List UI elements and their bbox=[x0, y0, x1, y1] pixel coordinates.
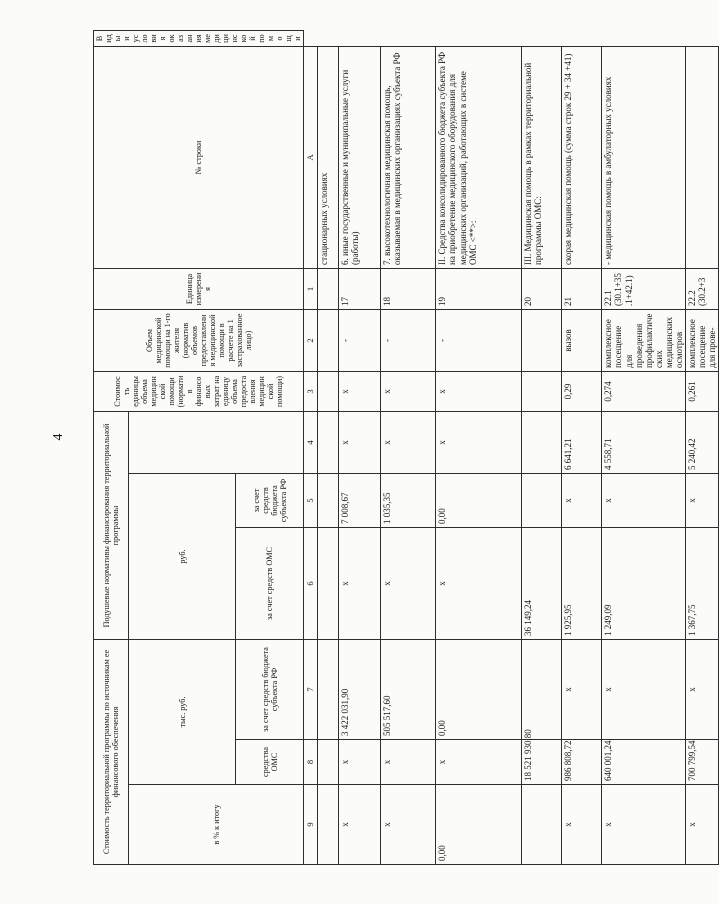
cell-kind: скорая медицинская помощь (сумма строк 29 + 34 +41) bbox=[562, 46, 602, 268]
index-cell: 6 bbox=[304, 528, 318, 640]
cell-unit: комплексное посещение для прове- bbox=[685, 309, 718, 371]
cell-pcn-budget: 0,00 bbox=[436, 474, 522, 528]
cell-unit-cost: x bbox=[436, 411, 522, 473]
index-cell: 1 bbox=[304, 268, 318, 309]
cell-pcn-budget bbox=[522, 474, 562, 528]
cell-line: 20 bbox=[522, 268, 562, 309]
table-row bbox=[339, 31, 381, 865]
cell-pcn-oms bbox=[318, 528, 339, 640]
cell-percent: x bbox=[339, 785, 381, 865]
cell-pcn-oms: x bbox=[436, 528, 522, 640]
index-cell: 4 bbox=[304, 411, 318, 473]
index-cell: А bbox=[304, 46, 318, 268]
cell-cost-budget: 0,00 bbox=[436, 640, 522, 740]
header-percent: в % к итогу bbox=[129, 785, 304, 865]
cell-cost-budget: x bbox=[685, 640, 718, 740]
cell-volume: x bbox=[381, 371, 436, 411]
table-row bbox=[562, 31, 602, 865]
cell-unit-cost: x bbox=[339, 411, 381, 473]
cell-cost-oms bbox=[318, 740, 339, 785]
cell-volume: 0,274 bbox=[602, 371, 686, 411]
index-cell: 9 bbox=[304, 785, 318, 865]
header-line-number: № строки bbox=[94, 46, 304, 268]
cell-line: 18 bbox=[381, 268, 436, 309]
cell-kind: стационарных условиях bbox=[318, 46, 339, 268]
header-volume: Объем медицинской помощи на 1-го жителя (норматив объемов предоставления медицинской помощи в расчете на 1 застрахованное лицо) bbox=[94, 309, 304, 371]
header-cost-budget: за счет средств бюджета субъекта РФ bbox=[236, 640, 304, 740]
table-row bbox=[685, 31, 718, 865]
table-row bbox=[436, 31, 522, 865]
cell-pcn-budget: 1 035,35 bbox=[381, 474, 436, 528]
header-thousand-rub: тыс. руб. bbox=[129, 640, 236, 785]
cell-pcn-budget: x bbox=[602, 474, 686, 528]
cell-cost-budget: x bbox=[602, 640, 686, 740]
header-kind: Виды и условия оказания медицинской помощи bbox=[94, 31, 304, 47]
cell-kind: 6. иные государственные и муниципальные услуги (работы) bbox=[339, 46, 381, 268]
table-row bbox=[381, 31, 436, 865]
cell-unit: - bbox=[381, 309, 436, 371]
header-cost-group: Стоимость территориальной программы по источникам ее финансового обеспечения bbox=[94, 640, 129, 865]
cell-volume: x bbox=[436, 371, 522, 411]
cell-cost-budget bbox=[318, 640, 339, 740]
cell-cost-budget: 505 517,60 bbox=[381, 640, 436, 740]
cell-cost-oms: 700 799,54 bbox=[685, 740, 718, 785]
cell-line: 21 bbox=[562, 268, 602, 309]
cell-cost-budget bbox=[522, 640, 562, 740]
cell-pcn-budget bbox=[318, 474, 339, 528]
cell-cost-oms: x bbox=[339, 740, 381, 785]
cell-pcn-budget: x bbox=[562, 474, 602, 528]
cell-percent: x bbox=[381, 785, 436, 865]
cell-kind bbox=[685, 46, 718, 268]
cell-cost-budget: 3 422 031,90 bbox=[339, 640, 381, 740]
index-cell: 8 bbox=[304, 740, 318, 785]
cell-line: 22.2 (30.2+3 bbox=[685, 268, 718, 309]
cell-kind: II. Средства консолидированного бюджета субъекта РФ на приобретение медицинского оборудования для медицинских организаций, работающих в системе ОМС <**>: bbox=[436, 46, 522, 268]
cell-volume: x bbox=[339, 371, 381, 411]
cell-line: 22.1 (30.1+35.1+42.1) bbox=[602, 268, 686, 309]
cell-percent: x bbox=[685, 785, 718, 865]
header-rub: руб. bbox=[129, 474, 236, 640]
cell-kind: III. Медицинская помощь в рамках территориальной программы ОМС: bbox=[522, 46, 562, 268]
cell-unit bbox=[522, 309, 562, 371]
cell-kind: - медицинская помощь в амбулаторных условиях bbox=[602, 46, 686, 268]
cell-unit bbox=[318, 309, 339, 371]
cell-pcn-budget: x bbox=[685, 474, 718, 528]
cell-pcn-oms: 1 925,95 bbox=[562, 528, 602, 640]
cell-percent bbox=[318, 785, 339, 865]
cell-volume: 0,261 bbox=[685, 371, 718, 411]
header-pcn-budget: за счет средств бюджета субъекта РФ bbox=[236, 474, 304, 528]
cell-percent bbox=[522, 785, 562, 865]
header-unit-cost: Стоимость единицы объема медицинской помощи (норматив финансовых затрат на единицу объема предоставления медицинской помощи) bbox=[94, 371, 304, 411]
rotated-table-sheet bbox=[93, 30, 718, 865]
table-row bbox=[318, 31, 339, 865]
cell-unit: - bbox=[339, 309, 381, 371]
header-pcn-oms: за счет средств ОМС bbox=[236, 528, 304, 640]
program-cost-table bbox=[93, 30, 719, 865]
page-number: 4 bbox=[51, 433, 66, 441]
cell-pcn-oms: 1 367,75 bbox=[685, 528, 718, 640]
cell-kind: 7. высокотехнологичная медицинская помощь, оказываемая в медицинских организациях субъекта РФ bbox=[381, 46, 436, 268]
cell-cost-oms: x bbox=[436, 740, 522, 785]
cell-percent: x bbox=[562, 785, 602, 865]
cell-pcn-oms: x bbox=[339, 528, 381, 640]
cell-line bbox=[318, 268, 339, 309]
cell-unit: - bbox=[436, 309, 522, 371]
cell-unit-cost: x bbox=[381, 411, 436, 473]
cell-cost-budget: x bbox=[562, 640, 602, 740]
cell-cost-oms: 18 521 930,80 bbox=[522, 740, 562, 785]
cell-volume bbox=[522, 371, 562, 411]
cell-pcn-oms: 1 249,09 bbox=[602, 528, 686, 640]
cell-unit-cost bbox=[318, 411, 339, 473]
cell-percent: 0,00 bbox=[436, 785, 522, 865]
table-row bbox=[522, 31, 562, 865]
cell-unit: комплексное посещение для проведения профилактических медицинских осмотров bbox=[602, 309, 686, 371]
index-cell: 3 bbox=[304, 371, 318, 411]
header-unit: Единица измерения bbox=[94, 268, 304, 309]
index-cell: 2 bbox=[304, 309, 318, 371]
table-row bbox=[602, 31, 686, 865]
header-per-capita-group: Подушевые нормативы финансирования территориальной программы bbox=[94, 411, 129, 639]
cell-cost-oms: 640 001,24 bbox=[602, 740, 686, 785]
cell-cost-oms: 986 808,72 bbox=[562, 740, 602, 785]
cell-unit-cost: 4 558,71 bbox=[602, 411, 686, 473]
cell-pcn-oms: x bbox=[381, 528, 436, 640]
cell-volume bbox=[318, 371, 339, 411]
cell-pcn-budget: 7 008,67 bbox=[339, 474, 381, 528]
cell-volume: 0,29 bbox=[562, 371, 602, 411]
cell-unit-cost: 5 240,42 bbox=[685, 411, 718, 473]
cell-line: 17 bbox=[339, 268, 381, 309]
cell-unit: вызов bbox=[562, 309, 602, 371]
cell-percent: x bbox=[602, 785, 686, 865]
index-cell: 5 bbox=[304, 474, 318, 528]
cell-unit-cost: 6 641,21 bbox=[562, 411, 602, 473]
cell-cost-oms: x bbox=[381, 740, 436, 785]
cell-line: 19 bbox=[436, 268, 522, 309]
cell-unit-cost bbox=[522, 411, 562, 473]
header-cost-oms: средства ОМС bbox=[236, 740, 304, 785]
index-cell: 7 bbox=[304, 640, 318, 740]
cell-pcn-oms: 36 149,24 bbox=[522, 528, 562, 640]
